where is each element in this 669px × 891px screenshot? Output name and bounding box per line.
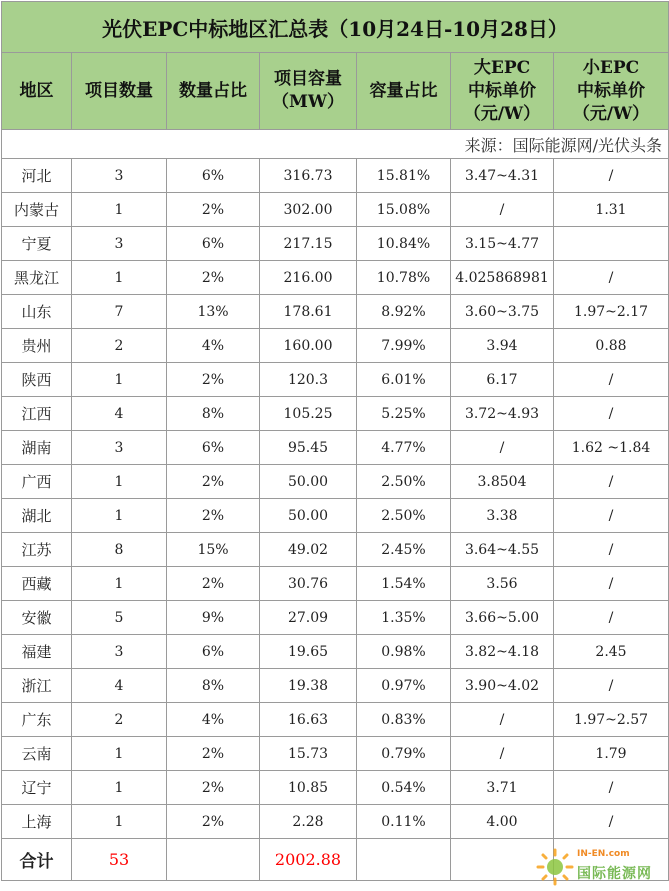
cell-capacity: 217.15 xyxy=(260,227,357,261)
cell-small: / xyxy=(554,533,669,567)
cell-large: 3.56 xyxy=(451,567,554,601)
header-capacity-line1: 项目容量 xyxy=(274,69,342,89)
cell-count-share: 4% xyxy=(167,703,260,737)
cell-capacity-share: 15.08% xyxy=(357,193,451,227)
cell-count-share: 2% xyxy=(167,737,260,771)
header-region: 地区 xyxy=(2,53,72,130)
cell-count: 1 xyxy=(72,567,167,601)
table-row xyxy=(2,295,669,329)
total-count-share xyxy=(167,839,260,881)
table-row xyxy=(2,193,669,227)
cell-capacity-share: 6.01% xyxy=(357,363,451,397)
cell-region: 河北 xyxy=(2,159,72,193)
cell-capacity: 49.02 xyxy=(260,533,357,567)
source-note: 来源：国际能源网/光伏头条 xyxy=(2,130,669,159)
cell-region: 广西 xyxy=(2,465,72,499)
cell-small: 1.97~2.17 xyxy=(554,295,669,329)
total-capacity-share xyxy=(357,839,451,881)
header-capacity xyxy=(260,53,357,130)
table-row xyxy=(2,533,669,567)
header-small-line1: 小EPC xyxy=(582,57,640,78)
cell-small: / xyxy=(554,261,669,295)
cell-count-share: 2% xyxy=(167,805,260,839)
cell-capacity-share: 7.99% xyxy=(357,329,451,363)
cell-small: 1.97~2.57 xyxy=(554,703,669,737)
cell-capacity: 105.25 xyxy=(260,397,357,431)
cell-count: 8 xyxy=(72,533,167,567)
cell-count-share: 9% xyxy=(167,601,260,635)
sun-logo-icon xyxy=(535,847,575,887)
cell-large: 3.8504 xyxy=(451,465,554,499)
cell-capacity-share: 2.45% xyxy=(357,533,451,567)
cell-small xyxy=(554,227,669,261)
cell-capacity-share: 10.84% xyxy=(357,227,451,261)
cell-small: / xyxy=(554,601,669,635)
cell-large: / xyxy=(451,737,554,771)
table-row xyxy=(2,363,669,397)
cell-large: 3.15~4.77 xyxy=(451,227,554,261)
cell-capacity: 160.00 xyxy=(260,329,357,363)
table-row xyxy=(2,601,669,635)
table-row xyxy=(2,635,669,669)
header-large-epc xyxy=(451,53,554,130)
table-row xyxy=(2,329,669,363)
cell-capacity: 19.65 xyxy=(260,635,357,669)
cell-count-share: 2% xyxy=(167,499,260,533)
cell-capacity: 50.00 xyxy=(260,499,357,533)
cell-capacity-share: 2.50% xyxy=(357,465,451,499)
cell-count: 3 xyxy=(72,227,167,261)
cell-region: 西藏 xyxy=(2,567,72,601)
cell-small: / xyxy=(554,159,669,193)
cell-capacity-share: 5.25% xyxy=(357,397,451,431)
cell-count: 1 xyxy=(72,193,167,227)
cell-count: 1 xyxy=(72,261,167,295)
cell-count-share: 6% xyxy=(167,431,260,465)
cell-region: 浙江 xyxy=(2,669,72,703)
watermark-logo xyxy=(533,845,665,889)
cell-count: 5 xyxy=(72,601,167,635)
header-small-line2: 中标单价 xyxy=(577,80,646,101)
cell-region: 福建 xyxy=(2,635,72,669)
cell-capacity-share: 0.98% xyxy=(357,635,451,669)
table-row xyxy=(2,159,669,193)
cell-large: 3.64~4.55 xyxy=(451,533,554,567)
cell-capacity: 302.00 xyxy=(260,193,357,227)
cell-count-share: 6% xyxy=(167,635,260,669)
cell-capacity-share: 0.79% xyxy=(357,737,451,771)
cell-count-share: 8% xyxy=(167,669,260,703)
cell-large: / xyxy=(451,431,554,465)
cell-region: 陕西 xyxy=(2,363,72,397)
total-capacity: 2002.88 xyxy=(260,839,357,881)
table-row xyxy=(2,397,669,431)
cell-small: / xyxy=(554,499,669,533)
cell-count-share: 2% xyxy=(167,261,260,295)
cell-small: / xyxy=(554,771,669,805)
cell-count: 1 xyxy=(72,465,167,499)
cell-small: / xyxy=(554,567,669,601)
cell-capacity-share: 10.78% xyxy=(357,261,451,295)
cell-count-share: 2% xyxy=(167,465,260,499)
cell-region: 辽宁 xyxy=(2,771,72,805)
header-count-share: 数量占比 xyxy=(167,53,260,130)
cell-large: 4.025868981 xyxy=(451,261,554,295)
header-small-line3: （元/W） xyxy=(572,103,650,124)
cell-capacity-share: 15.81% xyxy=(357,159,451,193)
cell-capacity: 30.76 xyxy=(260,567,357,601)
cell-large: 3.66~5.00 xyxy=(451,601,554,635)
header-count: 项目数量 xyxy=(72,53,167,130)
cell-capacity: 15.73 xyxy=(260,737,357,771)
cell-large: 3.47~4.31 xyxy=(451,159,554,193)
cell-capacity: 10.85 xyxy=(260,771,357,805)
cell-capacity: 27.09 xyxy=(260,601,357,635)
table-row xyxy=(2,567,669,601)
cell-capacity-share: 2.50% xyxy=(357,499,451,533)
cell-capacity-share: 1.54% xyxy=(357,567,451,601)
watermark-text: 国际能源网 xyxy=(577,866,652,882)
table-row xyxy=(2,805,669,839)
cell-count: 7 xyxy=(72,295,167,329)
cell-large: 3.94 xyxy=(451,329,554,363)
table-row xyxy=(2,431,669,465)
cell-small: 1.62 ~1.84 xyxy=(554,431,669,465)
cell-count-share: 2% xyxy=(167,363,260,397)
cell-capacity: 50.00 xyxy=(260,465,357,499)
cell-count: 3 xyxy=(72,635,167,669)
cell-small: 1.79 xyxy=(554,737,669,771)
cell-capacity: 120.3 xyxy=(260,363,357,397)
table-row xyxy=(2,737,669,771)
cell-count-share: 2% xyxy=(167,567,260,601)
cell-capacity-share: 4.77% xyxy=(357,431,451,465)
cell-small: 0.88 xyxy=(554,329,669,363)
header-capacity-share: 容量占比 xyxy=(357,53,451,130)
cell-count-share: 2% xyxy=(167,193,260,227)
cell-region: 宁夏 xyxy=(2,227,72,261)
table-row xyxy=(2,771,669,805)
header-large-line1: 大EPC xyxy=(473,57,531,78)
cell-large: 3.38 xyxy=(451,499,554,533)
cell-count: 1 xyxy=(72,805,167,839)
cell-region: 湖南 xyxy=(2,431,72,465)
cell-region: 安徽 xyxy=(2,601,72,635)
cell-capacity-share: 1.35% xyxy=(357,601,451,635)
cell-region: 上海 xyxy=(2,805,72,839)
cell-capacity-share: 0.83% xyxy=(357,703,451,737)
cell-count-share: 2% xyxy=(167,771,260,805)
cell-region: 内蒙古 xyxy=(2,193,72,227)
table-row xyxy=(2,465,669,499)
table-row xyxy=(2,703,669,737)
cell-count-share: 6% xyxy=(167,159,260,193)
header-large-line3: （元/W） xyxy=(463,103,541,124)
cell-count-share: 6% xyxy=(167,227,260,261)
cell-count: 4 xyxy=(72,397,167,431)
cell-count: 1 xyxy=(72,499,167,533)
cell-count: 1 xyxy=(72,737,167,771)
watermark-domain: IN-EN.com xyxy=(577,849,630,859)
cell-count-share: 15% xyxy=(167,533,260,567)
cell-capacity: 95.45 xyxy=(260,431,357,465)
cell-large: 3.90~4.02 xyxy=(451,669,554,703)
cell-capacity: 178.61 xyxy=(260,295,357,329)
total-count: 53 xyxy=(72,839,167,881)
header-small-epc xyxy=(554,53,669,130)
total-label: 合计 xyxy=(2,839,72,881)
cell-large: 6.17 xyxy=(451,363,554,397)
cell-region: 江西 xyxy=(2,397,72,431)
cell-count-share: 8% xyxy=(167,397,260,431)
header-large-line2: 中标单价 xyxy=(468,80,536,101)
cell-large: 4.00 xyxy=(451,805,554,839)
table-row xyxy=(2,261,669,295)
cell-small: / xyxy=(554,397,669,431)
cell-small: / xyxy=(554,363,669,397)
cell-count: 1 xyxy=(72,771,167,805)
cell-region: 广东 xyxy=(2,703,72,737)
cell-count: 4 xyxy=(72,669,167,703)
cell-region: 湖北 xyxy=(2,499,72,533)
cell-region: 山东 xyxy=(2,295,72,329)
cell-count-share: 13% xyxy=(167,295,260,329)
table-row xyxy=(2,499,669,533)
table-row xyxy=(2,227,669,261)
cell-small: / xyxy=(554,805,669,839)
cell-capacity-share: 0.11% xyxy=(357,805,451,839)
cell-large: / xyxy=(451,703,554,737)
cell-count: 1 xyxy=(72,363,167,397)
cell-capacity: 2.28 xyxy=(260,805,357,839)
header-capacity-line2: （MW） xyxy=(272,92,344,112)
table-title: 光伏EPC中标地区汇总表（10月24日-10月28日） xyxy=(2,2,669,53)
cell-count: 2 xyxy=(72,329,167,363)
cell-small: / xyxy=(554,669,669,703)
cell-count: 3 xyxy=(72,431,167,465)
cell-large: 3.60~3.75 xyxy=(451,295,554,329)
cell-count: 3 xyxy=(72,159,167,193)
cell-capacity-share: 8.92% xyxy=(357,295,451,329)
cell-count-share: 4% xyxy=(167,329,260,363)
cell-capacity: 216.00 xyxy=(260,261,357,295)
cell-small: / xyxy=(554,465,669,499)
cell-capacity: 19.38 xyxy=(260,669,357,703)
cell-capacity-share: 0.97% xyxy=(357,669,451,703)
cell-count: 2 xyxy=(72,703,167,737)
cell-large: 3.71 xyxy=(451,771,554,805)
table-row xyxy=(2,669,669,703)
cell-capacity-share: 0.54% xyxy=(357,771,451,805)
cell-region: 黑龙江 xyxy=(2,261,72,295)
cell-small: 2.45 xyxy=(554,635,669,669)
cell-region: 贵州 xyxy=(2,329,72,363)
cell-large: 3.82~4.18 xyxy=(451,635,554,669)
cell-region: 江苏 xyxy=(2,533,72,567)
cell-large: / xyxy=(451,193,554,227)
cell-capacity: 16.63 xyxy=(260,703,357,737)
cell-large: 3.72~4.93 xyxy=(451,397,554,431)
cell-capacity: 316.73 xyxy=(260,159,357,193)
summary-table xyxy=(1,1,669,881)
cell-region: 云南 xyxy=(2,737,72,771)
cell-small: 1.31 xyxy=(554,193,669,227)
